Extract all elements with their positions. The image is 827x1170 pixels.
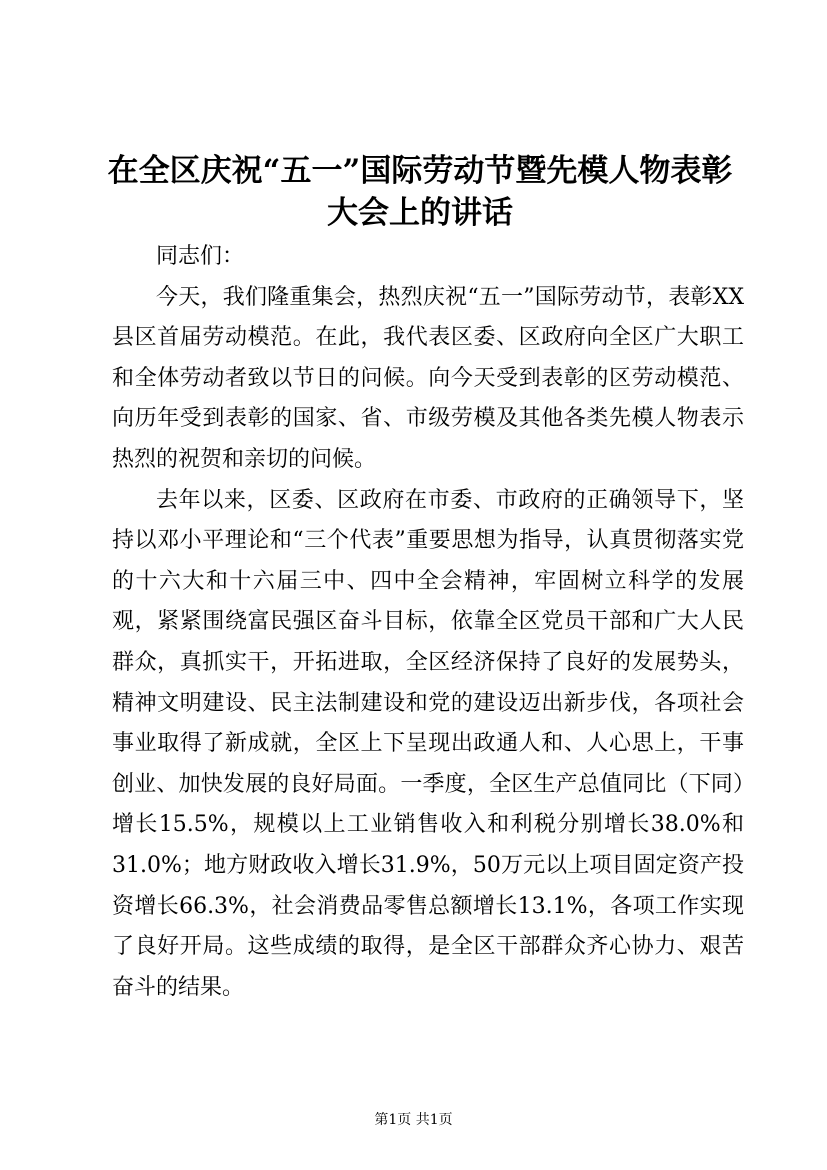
paragraph: 今天，我们隆重集会，热烈庆祝“五一”国际劳动节，表彰XX县区首届劳动模范。在此，我代表区委、区政府向全区广大职工和全体劳动者致以节日的问候。向今天受到表彰的区劳动模范、向历年受到表彰的国家、省、市级劳模及其他各类先模人物表示热烈的祝贺和亲切的问候。 (112, 284, 744, 472)
document-body (112, 237, 744, 1008)
salutation: 同志们： (156, 244, 245, 269)
paragraph: 去年以来，区委、区政府在市委、市政府的正确领导下，坚持以邓小平理论和“三个代表”重要思想为指导，认真贯彻落实党的十六大和十六届三中、四中全会精神，牢固树立科学的发展观，紧紧围绕富民强区奋斗目标，依靠全区党员干部和广大人民群众，真抓实干，开拓进取，全区经济保持了良好的发展势头，精神文明建设、民主法制建设和党的建设迈出新步伐，各项社会事业取得了新成就，全区上下呈现出政通人和、人心思上，干事创业、加快发展的良好局面。一季度，全区生产总值同比（下同）增长15.5%，规模以上工业销售收入和利税分别增长38.0%和31.0%；地方财政收入增长31.9%，50万元以上项目固定资产投资增长66.3%，社会消费品零售总额增长13.1%，各项工作实现了良好开局。这些成绩的取得，是全区干部群众齐心协力、艰苦奋斗的结果。 (112, 487, 744, 1000)
page-number: 第1页 共1页 (374, 1112, 453, 1128)
document-title: 在全区庆祝“五一”国际劳动节暨先模人物表彰大会上的讲话 (107, 153, 733, 231)
